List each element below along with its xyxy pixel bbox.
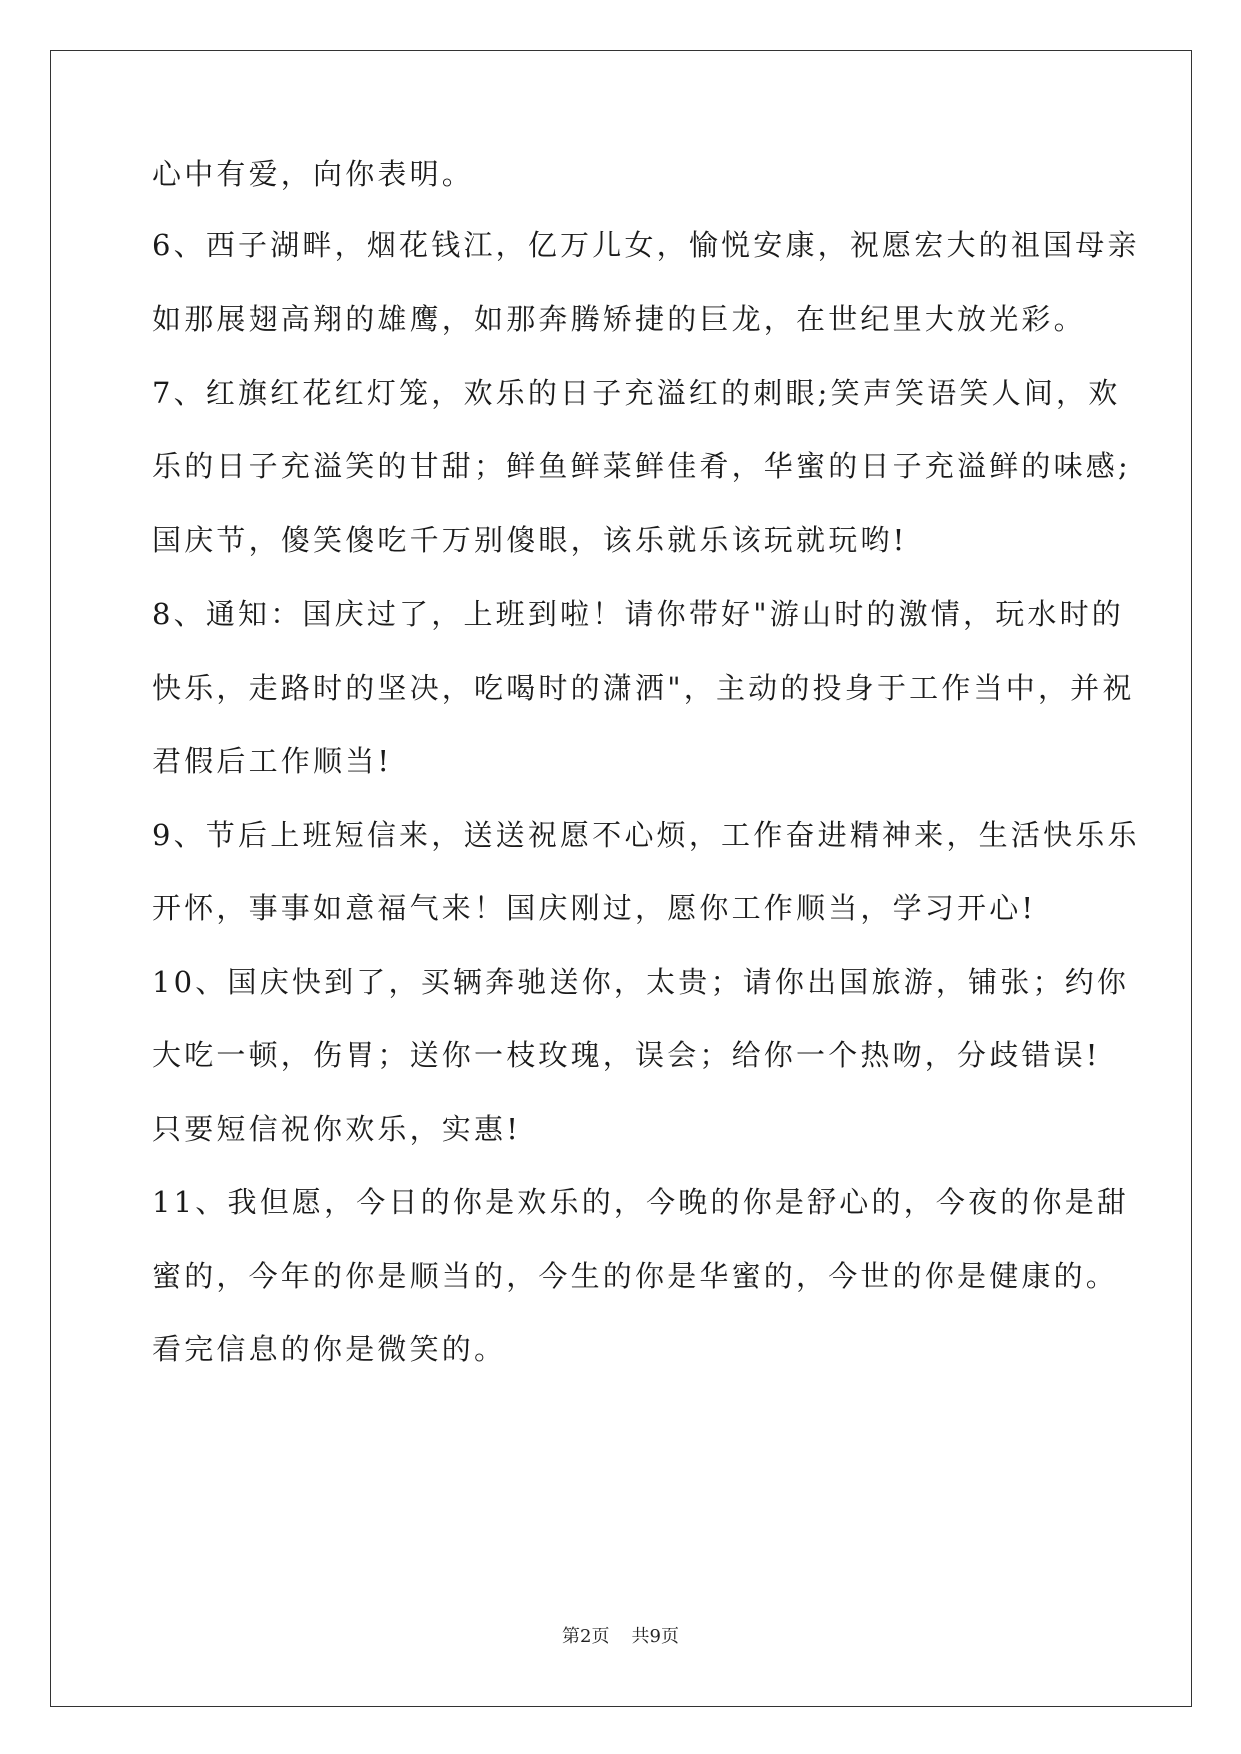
- text-line: 国庆节，傻笑傻吃千万别傻眼，该乐就乐该玩就玩哟!: [152, 523, 908, 557]
- text-line: 6、西子湖畔，烟花钱江，亿万儿女，愉悦安康，祝愿宏大的祖国母亲: [152, 228, 1140, 262]
- text-line: 蜜的，今年的你是顺当的，今生的你是华蜜的，今世的你是健康的。: [152, 1259, 1119, 1293]
- page-footer: [0, 1625, 1241, 1649]
- text-line: 10、国庆快到了，买辆奔驰送你，太贵；请你出国旅游，铺张；约你: [152, 965, 1130, 999]
- text-line: 开怀，事事如意福气来！国庆刚过，愿你工作顺当，学习开心!: [152, 891, 1037, 925]
- text-line: 君假后工作顺当!: [152, 744, 393, 778]
- text-line: 9、节后上班短信来，送送祝愿不心烦，工作奋进精神来，生活快乐乐: [152, 818, 1140, 852]
- text-line: 乐的日子充溢笑的甘甜；鲜鱼鲜菜鲜佳肴，华蜜的日子充溢鲜的味感;: [152, 449, 1131, 483]
- page-number: 第2页: [562, 1626, 610, 1647]
- text-line: 大吃一顿，伤胃；送你一枝玫瑰，误会；给你一个热吻，分歧错误!: [152, 1038, 1101, 1072]
- text-line: 心中有爱，向你表明。: [152, 157, 475, 191]
- text-line: 快乐，走路时的坚决，吃喝时的潇洒"，主动的投身于工作当中，并祝: [152, 671, 1135, 705]
- text-line: 11、我但愿，今日的你是欢乐的，今晚的你是舒心的，今夜的你是甜: [152, 1185, 1130, 1219]
- text-line: 看完信息的你是微笑的。: [152, 1332, 507, 1366]
- text-line: 如那展翅高翔的雄鹰，如那奔腾矫捷的巨龙，在世纪里大放光彩。: [152, 302, 1086, 336]
- text-line: 只要短信祝你欢乐，实惠!: [152, 1112, 522, 1146]
- text-line: 8、通知：国庆过了，上班到啦！请你带好"游山时的激情，玩水时的: [152, 597, 1124, 631]
- text-line: 7、红旗红花红灯笼，欢乐的日子充溢红的刺眼;笑声笑语笑人间，欢: [152, 376, 1121, 410]
- page-total: 共9页: [631, 1626, 679, 1647]
